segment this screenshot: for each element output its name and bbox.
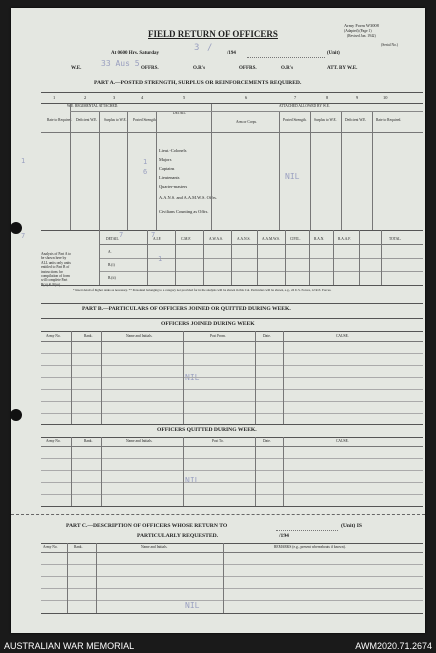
handwritten-nil-quitted: NIL xyxy=(185,476,200,485)
subhdr-1: Rate to Required. xyxy=(47,118,73,122)
grid-line xyxy=(279,112,280,230)
grid-line xyxy=(127,112,128,230)
part-c-unit-line xyxy=(276,530,338,531)
grid-line xyxy=(41,353,423,354)
grid-line xyxy=(372,112,373,230)
we-ors: O.R's xyxy=(193,66,206,71)
grid-line xyxy=(99,112,100,230)
grid-line xyxy=(211,104,212,230)
an-col-aans: A.A.N.S. xyxy=(237,237,251,241)
grid-line xyxy=(156,112,157,230)
subhdr-2: Deficient W.E. xyxy=(76,118,98,122)
quitted-rule xyxy=(41,437,423,438)
joined-rule xyxy=(41,331,423,332)
col-num-7: 7 xyxy=(294,95,297,100)
joined-col-name: Name and Initials. xyxy=(126,334,153,338)
subhdr-3: Surplus to W.E. xyxy=(104,118,127,122)
serial-label: (Serial No.) xyxy=(381,43,398,47)
an-col-aif: A.I.F. xyxy=(153,237,162,241)
attached-header: ATTACHED ALLOWED BY W.E. xyxy=(279,104,330,108)
at-line: At 0600 Hrs. Saturday xyxy=(111,51,160,56)
grid-line xyxy=(41,588,423,589)
part-c-heading: PART C.—DESCRIPTION OF OFFICERS WHOSE RETURN TO xyxy=(66,523,228,529)
subhdr-10: Rate to Required. xyxy=(376,118,402,122)
analysis-note: Analysis of Part A to be shown here by ALL units only units entitled to Part B of instructions for compilation of form will complete Part B(ii) & B(iii). xyxy=(41,252,71,287)
an-col-civil: CIVIL. xyxy=(290,237,301,241)
an-row-a: A. xyxy=(108,250,112,254)
grid-line xyxy=(99,230,100,285)
handwritten-posted-2: 6 xyxy=(143,168,148,176)
unit-line xyxy=(247,57,325,58)
grid-line xyxy=(183,437,184,506)
col-num-10: 10 xyxy=(383,95,388,100)
subhdr-4: Posted Strength. xyxy=(133,118,157,122)
subhdr-7: Posted Strength. xyxy=(283,118,307,122)
subhdr-9: Deficient W.E. xyxy=(345,118,367,122)
grid-line xyxy=(257,230,258,285)
grid-line xyxy=(41,413,423,414)
grid-line xyxy=(333,230,334,285)
grid-line xyxy=(41,365,423,366)
partc-col-armyno: Army No. xyxy=(43,545,58,549)
grid-line xyxy=(183,331,184,424)
we-header: W.E. REGIMENTAL ATTACHED. xyxy=(67,104,119,108)
grid-line xyxy=(41,285,423,286)
part-b-heading: PART B.—PARTICULARS OF OFFICERS JOINED OR QUITTED DURING WEEK. xyxy=(82,306,291,312)
partc-col-name: Name and Initials. xyxy=(141,545,168,549)
att-ors: O.R's xyxy=(281,66,294,71)
rank-major: Majors xyxy=(159,157,172,162)
partc-col-remarks: REMARKS (e.g., present whereabouts if known). xyxy=(274,545,346,549)
footer-left: AUSTRALIAN WAR MEMORIAL xyxy=(4,641,135,651)
grid-line xyxy=(71,437,72,506)
punch-hole-bottom xyxy=(10,409,22,421)
rank-aans: A.A.N.S. and A.A.M.W.S. Offrs. xyxy=(159,195,217,200)
quitted-col-name: Name and Initials. xyxy=(126,439,153,443)
grid-line xyxy=(41,424,423,425)
form-page xyxy=(11,8,425,633)
an-col-detail: DETAIL xyxy=(106,237,119,241)
handwritten-total-3: 7 xyxy=(151,231,156,239)
unit-label: (Unit) xyxy=(327,51,340,56)
col-num-8: 8 xyxy=(326,95,329,100)
grid-line xyxy=(41,389,423,390)
grid-line xyxy=(255,331,256,424)
grid-line xyxy=(41,401,423,402)
we-offrs: OFFRS. xyxy=(141,66,159,71)
part-b-rule-2 xyxy=(41,318,423,319)
grid-line xyxy=(41,506,423,507)
rank-qm: Quarter-masters xyxy=(159,184,188,189)
grid-line xyxy=(359,230,360,285)
grid-line xyxy=(70,104,71,230)
grid-line xyxy=(41,377,423,378)
punch-hole-top xyxy=(10,222,22,234)
grid-line xyxy=(203,230,204,285)
part-c-line2: PARTICULARLY REQUESTED. xyxy=(137,533,219,539)
an-col-raaf: R.A.A.F. xyxy=(338,237,351,241)
joined-col-postfrom: Post From. xyxy=(210,334,226,338)
grid-line xyxy=(71,331,72,424)
grid-line xyxy=(70,111,423,112)
grid-line xyxy=(41,458,423,459)
grid-line xyxy=(101,331,102,424)
handwritten-posted-1: 1 xyxy=(143,158,148,166)
grid-line xyxy=(41,613,423,614)
date-sep: /194 xyxy=(227,51,236,56)
grid-line xyxy=(147,230,148,285)
joined-col-date: Date. xyxy=(263,334,271,338)
grid-line xyxy=(67,543,68,613)
grid-line xyxy=(255,437,256,506)
grid-line xyxy=(283,437,284,506)
grid-line xyxy=(41,564,423,565)
grid-line xyxy=(41,482,423,483)
grid-line xyxy=(283,331,284,424)
handwritten-we: 33 Aus 5 xyxy=(101,59,140,68)
joined-col-rank: Rank. xyxy=(84,334,93,338)
grid-line xyxy=(285,230,286,285)
form-title: FIELD RETURN OF OFFICERS xyxy=(148,29,278,39)
an-row-bi: B.(i) xyxy=(108,263,115,267)
att-offrs: OFFRS. xyxy=(239,66,257,71)
subhdr-8: Surplus to W.E. xyxy=(314,118,337,122)
part-a-rule xyxy=(41,92,423,93)
quitted-heading: OFFICERS QUITTED DURING WEEK. xyxy=(157,427,257,433)
grid-line xyxy=(41,552,423,553)
quitted-col-date: Date. xyxy=(263,439,271,443)
an-col-awas: A.W.A.S. xyxy=(209,237,223,241)
grid-line xyxy=(341,112,342,230)
footnotes: * Insert detail of higher ranks as necessary. ** Personnel belonging to a category not provided for in the analysis will be shown in this Col. Particulars will be shown, e.g., 2d U.S. Forces, 12 R.E. Forces. xyxy=(73,288,332,292)
partc-col-rank: Rank. xyxy=(74,545,83,549)
grid-line xyxy=(231,230,232,285)
part-a-heading: PART A.—POSTED STRENGTH, SURPLUS OR REINFORCEMENTS REQUIRED. xyxy=(94,80,302,86)
handwritten-nil-joined: NIL xyxy=(185,373,200,382)
quitted-col-armyno: Army No. xyxy=(46,439,61,443)
grid-line xyxy=(41,494,423,495)
joined-col-armyno: Army No. xyxy=(46,334,61,338)
grid-line xyxy=(41,341,423,342)
grid-line xyxy=(41,576,423,577)
grid-line xyxy=(96,543,97,613)
quitted-col-cause: CAUSE. xyxy=(336,439,349,443)
handwritten-day: 3 xyxy=(194,43,200,53)
handwritten-nil-a: NIL xyxy=(285,172,300,181)
joined-heading: OFFICERS JOINED DURING WEEK xyxy=(161,321,255,327)
grid-line xyxy=(309,230,310,285)
tear-line xyxy=(11,514,425,515)
col-num-3: 3 xyxy=(113,95,116,100)
part-c-date: /194 xyxy=(279,533,289,539)
handwritten-margin-1: 1 xyxy=(21,157,26,165)
col-num-5: 5 xyxy=(183,95,186,100)
col-num-4: 4 xyxy=(141,95,144,100)
detail-header: DETAIL xyxy=(173,111,186,115)
subhdr-6: Arm or Corps. xyxy=(236,120,257,124)
form-id-3: (Revised Jan. 1942) xyxy=(347,34,376,38)
grid-line xyxy=(101,437,102,506)
col-num-1: 1 xyxy=(53,95,56,100)
part-b-rule xyxy=(41,303,423,304)
an-col-total: TOTAL. xyxy=(389,237,402,241)
grid-line xyxy=(310,112,311,230)
grid-line xyxy=(41,446,423,447)
an-col-cmf: C.M.F. xyxy=(181,237,191,241)
rank-civilians: Civilians Counting as Offrs. xyxy=(159,209,209,214)
footer-right: AWM2020.71.2674 xyxy=(355,641,432,651)
rank-lieutenant: Lieutenants xyxy=(159,175,180,180)
handwritten-aif: 1 xyxy=(158,255,163,263)
col-num-9: 9 xyxy=(356,95,359,100)
grid-line xyxy=(175,230,176,285)
an-row-bii: B.(ii) xyxy=(108,276,116,280)
quitted-col-rank: Rank. xyxy=(84,439,93,443)
quitted-col-postto: Post To. xyxy=(212,439,224,443)
part-c-rule xyxy=(41,543,423,544)
part-c-unit: (Unit) IS xyxy=(341,523,362,529)
att-by-we: ATT. BY W.E. xyxy=(327,66,358,71)
archive-footer xyxy=(0,640,436,653)
rank-lt-col: Lieut.-Colonels xyxy=(159,148,187,153)
joined-col-cause: CAUSE. xyxy=(336,334,349,338)
an-col-ran: R.A.N. xyxy=(314,237,325,241)
an-col-aamws: A.A.M.W.S. xyxy=(262,237,280,241)
handwritten-nil-partc: NIL xyxy=(185,601,200,610)
col-num-6: 6 xyxy=(245,95,248,100)
handwritten-slash: / xyxy=(207,43,213,53)
grid-line xyxy=(223,543,224,613)
form-id-2: (Adapted) (Page 1) xyxy=(344,29,372,33)
we-label: W.E. xyxy=(71,66,82,71)
grid-line xyxy=(41,470,423,471)
handwritten-total-1: 7 xyxy=(21,232,26,240)
grid-line xyxy=(41,600,423,601)
col-num-2: 2 xyxy=(84,95,87,100)
form-id-1: Army Form W3008 xyxy=(344,23,379,28)
rank-captain: Captains xyxy=(159,166,175,171)
handwritten-total-2: 7 xyxy=(119,231,124,239)
grid-line xyxy=(381,230,382,285)
